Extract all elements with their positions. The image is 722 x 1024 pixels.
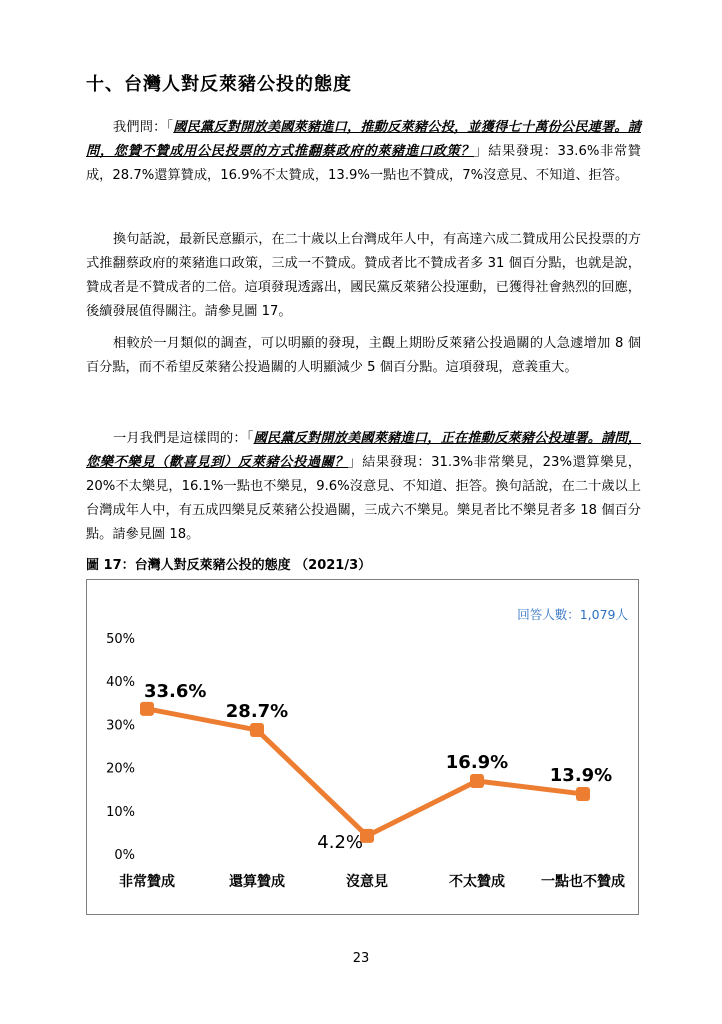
y-tick-label: 10% — [106, 804, 135, 820]
data-label: 16.9% — [445, 751, 509, 773]
x-category-label: 沒意見 — [346, 874, 388, 890]
paragraph-2: 換句話說，最新民意顯示，在二十歲以上台灣成年人中，有高達六成二贊成用公民投票的方式推翻蔡政府的萊豬進口政策，三成一不贊成。贊成者比不贊成者多 31 個百分點，也就是說，贊成者是不贊成者的二倍。這項發現透露出，國民黨反萊豬公投運動，已獲得社會熱烈的回應，後續發展值得關注。請參見圖 17。 — [86, 232, 641, 319]
line-chart — [87, 580, 640, 916]
paragraph-1 — [86, 116, 641, 188]
paragraph-1-tail: 」結果發現：33.6%非常贊成，28.7%還算贊成，16.9%不太贊成，13.9%一點也不贊成，7%沒意見、不知道、拒答。 — [86, 144, 641, 183]
data-point — [576, 787, 590, 801]
paragraph-3: 相較於一月類似的調查，可以明顯的發現，主觀上期盼反萊豬公投過關的人急遽增加 8 個百分點，而不希望反萊豬公投過關的人明顯減少 5 個百分點。這項發現，意義重大。 — [86, 336, 641, 375]
y-tick-label: 0% — [114, 848, 135, 863]
y-tick-label: 20% — [106, 761, 135, 777]
y-tick-label: 40% — [106, 675, 135, 691]
respondents-count: 回答人數：1,079人 — [517, 607, 628, 622]
data-label: 4.2% — [317, 831, 363, 853]
data-label: 13.9% — [549, 764, 613, 786]
paragraph-4-lead: 一月我們是這樣問的：「 — [113, 431, 254, 446]
data-label: 28.7% — [225, 701, 289, 723]
y-tick-label: 30% — [106, 718, 135, 734]
data-label: 33.6% — [144, 680, 207, 702]
y-tick-label: 50% — [106, 632, 135, 647]
section-title: 十、台灣人對反萊豬公投的態度 — [86, 74, 352, 95]
paragraph-4-question: 國民黨反對開放美國萊豬進口，正在推動反萊豬公投連署。請問，您樂不樂見（歡喜見到）反萊豬公投過關？ — [86, 431, 641, 470]
x-category-label: 不太贊成 — [449, 874, 505, 890]
data-point — [250, 723, 264, 737]
series-line — [147, 709, 583, 836]
data-point — [140, 702, 154, 716]
paragraph-4 — [86, 427, 641, 547]
data-point — [470, 774, 484, 788]
x-category-label: 非常贊成 — [119, 874, 175, 890]
paragraph-1-question: 國民黨反對開放美國萊豬進口，推動反萊豬公投，並獲得七十萬份公民連署。請問，您贊不贊成用公民投票的方式推翻蔡政府的萊豬進口政策？ — [86, 120, 641, 159]
paragraph-1-lead: 我們問：「 — [113, 120, 174, 135]
page-number: 23 — [352, 951, 370, 966]
chart-frame — [86, 579, 639, 915]
x-category-label: 一點也不贊成 — [541, 874, 625, 890]
x-category-label: 還算贊成 — [229, 874, 285, 890]
paragraph-4-tail: 」結果發現：31.3%非常樂見，23%還算樂見，20%不太樂見，16.1%一點也不樂見，9.6%沒意見、不知道、拒答。換句話說，在二十歲以上台灣成年人中，有五成四樂見反萊豬公投過關，三成六不樂見。樂見者比不樂見者多 18 個百分點。請參見圖 18。 — [86, 455, 641, 542]
figure-caption: 圖 17：台灣人對反萊豬公投的態度 （2021/3） — [86, 558, 372, 573]
